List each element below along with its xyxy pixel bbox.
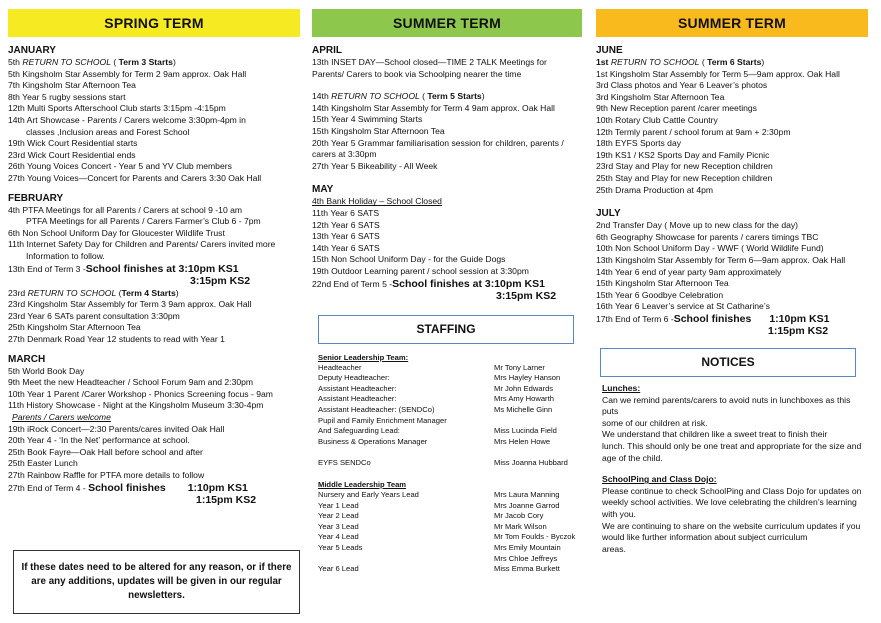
july-line: 2nd Transfer Day ( Move up to new class for the day) — [596, 220, 799, 231]
july-line: 13th Kingsholm Star Assembly for Term 6—9am approx. Oak Hall — [596, 254, 846, 265]
date-changes-note: If these dates need to be altered for any reason, or if there are any additions, updates will be given in our regular newsletters. — [13, 550, 300, 614]
april-line: 14th Kingsholm Star Assembly for Term 4 9am approx. Oak Hall — [312, 102, 555, 113]
may-line: 14th Year 6 SATS — [312, 242, 380, 253]
january-heading: JANUARY — [8, 45, 56, 56]
april-line: 15th Kingsholm Star Afternoon Tea — [312, 125, 445, 136]
february-line: Information to follow. — [26, 250, 105, 261]
staff-row: Pupil and Family Enrichment Manager — [318, 415, 447, 425]
june-line: 25th Drama Production at 4pm — [596, 184, 714, 195]
april-return-line: 14th RETURN TO SCHOOL ( Term 5 Starts) — [312, 91, 485, 102]
staff-row: Assistant Headteacher: (SENDCo) Ms Michelle Ginn — [318, 404, 553, 414]
notice-line: Can we remind parents/carers to avoid nuts in lunchboxes as this puts — [602, 394, 851, 417]
may-heading: MAY — [312, 184, 334, 196]
staff-row: Assistant Headteacher: Mrs Amy Howarth — [318, 394, 554, 404]
spring-term-banner: SPRING TERM — [8, 9, 300, 37]
march-line: 25th Easter Lunch — [8, 458, 78, 469]
april-line: 20th Year 5 Grammar familiarisation session for children, parents / — [312, 137, 564, 148]
january-line: 8th Year 5 rugby sessions start — [8, 91, 126, 102]
april-line: Parents/ Carers to book via Schoolping nearer the time — [312, 68, 522, 79]
notice-line: We are continuing to share on the website curriculum updates if you — [602, 520, 861, 531]
staff-row: Mrs Chloe Jeffreys — [494, 553, 558, 563]
january-line: 14th Art Showcase - Parents / Carers welcome 3:30pm-4pm in — [8, 114, 246, 125]
may-line: 15th Non School Uniform Day - for the Guide Dogs — [312, 254, 506, 265]
april-line: 27th Year 5 Bikeability - All Week — [312, 160, 438, 171]
march-line: 10th Year 1 Parent /Carer Workshop - Phonics Screening focus - 9am — [8, 388, 273, 399]
staff-row: Assistant Headteacher: Mr John Edwards — [318, 383, 554, 393]
january-line: classes ,Inclusion areas and Forest School — [26, 126, 190, 137]
notice-line: age of the child. — [602, 452, 663, 463]
february-end-term-line: 13th End of Term 3 -School finishes at 3:10pm KS1 — [8, 262, 239, 275]
staff-row: Year 5 Leads Mrs Emily Mountain — [318, 542, 561, 552]
january-line: 23rd Wick Court Residential ends — [8, 149, 136, 160]
notice-line: areas. — [602, 543, 626, 554]
february-line: 11th Internet Safety Day for Children and Parents/ Carers invited more — [8, 239, 276, 250]
april-line: 13th INSET DAY—School closed—TIME 2 TALK Meetings for — [312, 57, 547, 67]
june-line: 3rd Kingsholm Star Afternoon Tea — [596, 91, 725, 102]
march-end-term-line: 27th End of Term 4 - School finishes 1:10pm KS1 — [8, 481, 248, 494]
notice-line: would like further information about subject curriculum — [602, 532, 808, 543]
april-line: 15th Year 4 Swimming Starts — [312, 114, 423, 125]
february-heading: FEBRUARY — [8, 192, 64, 204]
notice-line: with you. — [602, 508, 636, 519]
summer-column-1 — [312, 0, 582, 575]
february-line: 6th Non School Uniform Day for Gloucester Wildlife Trust — [8, 227, 225, 238]
january-line: 27th Young Voices—Concert for Parents and Carers 3:30 Oak Hall — [8, 172, 262, 183]
staff-row: Year 6 Lead Miss Emma Burkett — [318, 564, 560, 574]
staff-row: Deputy Headteacher: Mrs Hayley Hanson — [318, 373, 561, 383]
march-line: 11th History Showcase - Night at the Kingsholm Museum 3:30-4pm — [8, 400, 264, 411]
july-end-term-line: 17th End of Term 6 -School finishes 1:10pm KS1 — [596, 312, 830, 325]
july-heading: JULY — [596, 208, 621, 220]
february-line: 23rd Year 6 SATs parent consultation 3:30pm — [8, 310, 180, 321]
march-line: 9th Meet the new Headteacher / School Forum 9am and 2:30pm — [8, 377, 254, 388]
july-line: 15th Kingsholm Star Afternoon Tea — [596, 278, 729, 289]
notices-heading: NOTICES — [600, 348, 856, 377]
june-line: 9th New Reception parent /carer meetings — [596, 103, 757, 114]
june-line: 12th Termly parent / school forum at 9am + 2:30pm — [596, 126, 791, 137]
may-line: 11th Year 6 SATS — [312, 207, 380, 218]
staff-row: Year 2 Lead Mr Jacob Cory — [318, 511, 544, 521]
notice-line: Please continue to check SchoolPing and Class Dojo for updates on — [602, 485, 862, 496]
february-line: PTFA Meetings for all Parents / Carers Farmer’s Club 6 - 7pm — [26, 216, 261, 227]
staff-row: Year 4 Lead Mr Tom Foulds - Byczok — [318, 532, 576, 542]
june-line: 18th EYFS Sports day — [596, 138, 682, 149]
june-line: 3rd Class photos and Year 6 Leaver’s photos — [596, 80, 768, 91]
february-return-line: 23rd RETURN TO SCHOOL (Term 4 Starts) — [8, 287, 179, 298]
staffing-heading: STAFFING — [318, 315, 574, 344]
senior-leadership-heading: Senior Leadership Team: — [318, 352, 409, 362]
summer-term-banner-1: SUMMER TERM — [312, 9, 582, 37]
july-line: 15th Year 6 Goodbye Celebration — [596, 289, 724, 300]
may-end-term-ks2: 3:15pm KS2 — [496, 290, 557, 303]
staff-row: Year 1 Lead Mrs Joanne Garrod — [318, 500, 560, 510]
february-line: 25th Kingsholm Star Afternoon Tea — [8, 322, 141, 333]
april-heading: APRIL — [312, 45, 342, 56]
summer-term-banner-2: SUMMER TERM — [596, 9, 868, 37]
march-line: 27th Rainbow Raffle for PTFA more details to follow — [8, 469, 205, 480]
notice-line: some of our children at risk. — [602, 417, 708, 428]
july-line: 10th Non School Uniform Day - WWF ( World Wildlife Fund) — [596, 243, 824, 254]
march-line: 5th World Book Day — [8, 365, 85, 376]
june-line: 10th Rotary Club Cattle Country — [596, 114, 718, 125]
january-line: 5th Kingsholm Star Assembly for Term 2 9am approx. Oak Hall — [8, 68, 247, 79]
schoolping-heading: SchoolPing and Class Dojo: — [602, 474, 717, 485]
staff-row: Headteacher Mr Tony Larner — [318, 362, 545, 372]
notice-line: weekly school activities. We love celebrating the children’s learning — [602, 497, 857, 508]
july-line: 6th Geography Showcase for parents / carers timings TBC — [596, 231, 819, 242]
may-line: 19th Outdoor Learning parent / school session at 3:30pm — [312, 265, 529, 276]
february-line: 4th PTFA Meetings for all Parents / Carers at school 9 -10 am — [8, 204, 243, 215]
notices-body — [596, 383, 868, 555]
staff-row: Nursery and Early Years Lead Mrs Laura Manning — [318, 489, 560, 499]
may-bank-holiday-line: 4th Bank Holiday – School Closed — [312, 196, 442, 207]
may-line: 13th Year 6 SATS — [312, 231, 380, 242]
july-end-term-ks2: 1:15pm KS2 — [768, 325, 829, 338]
march-line: 25th Book Fayre—Oak Hall before school and after — [8, 446, 203, 457]
may-end-term-line: 22nd End of Term 5 -School finishes at 3:10pm KS1 — [312, 277, 545, 290]
january-line: 12th Multi Sports Afterschool Club starts 3:15pm -4:15pm — [8, 103, 226, 114]
february-line: 23rd Kingsholm Star Assembly for Term 3 9am approx. Oak Hall — [8, 299, 252, 310]
march-line: 19th iRock Concert—2:30 Parents/cares invited Oak Hall — [8, 423, 225, 434]
january-return-line: 5th RETURN TO SCHOOL ( Term 3 Starts) — [8, 57, 176, 67]
february-line: 27th Denmark Road Year 12 students to read with Year 1 — [8, 333, 225, 344]
staff-row: EYFS SENDCo Miss Joanna Hubbard — [318, 458, 568, 468]
may-line: 12th Year 6 SATS — [312, 219, 380, 230]
june-line: 23rd Stay and Play for new Reception children — [596, 161, 773, 172]
june-line: 19th KS1 / KS2 Sports Day and Family Picnic — [596, 149, 770, 160]
july-line: 14th Year 6 end of year party 9am approximately — [596, 266, 782, 277]
march-end-term-ks2: 1:15pm KS2 — [196, 494, 257, 507]
june-line: 1st Kingsholm Star Assembly for Term 5—9am approx. Oak Hall — [596, 68, 840, 79]
january-line: 19th Wick Court Residential starts — [8, 138, 138, 149]
staff-row: Business & Operations Manager Mrs Helen Howe — [318, 436, 551, 446]
july-line: 16th Year 6 Leaver’s service at St Catharine’s — [596, 301, 770, 312]
april-line: carers at 3:30pm — [312, 149, 377, 160]
notice-line: We understand that children like a sweet treat to finish their — [602, 429, 828, 440]
january-line: 26th Young Voices Concert - Year 5 and YV Club members — [8, 161, 232, 172]
lunches-heading: Lunches: — [602, 382, 641, 393]
summer-column-2 — [596, 0, 868, 555]
march-heading: MARCH — [8, 353, 46, 365]
june-line: 25th Stay and Play for new Reception children — [596, 172, 773, 183]
january-line: 7th Kingsholm Star Afternoon Tea — [8, 80, 136, 91]
march-welcome-line: Parents / Carers welcome — [12, 411, 111, 422]
spring-column — [8, 0, 300, 507]
february-end-term-ks2: 3:15pm KS2 — [190, 275, 251, 288]
staffing-list — [312, 352, 582, 575]
notice-line: lunch. This should only be one treat and appropriate for the size and — [602, 440, 862, 451]
june-heading: JUNE — [596, 45, 623, 56]
march-line: 20th Year 4 - ‘In the Net’ performance at school. — [8, 435, 190, 446]
middle-leadership-heading: Middle Leadership Team — [318, 479, 407, 489]
staff-row: And Safeguarding Lead: Miss Lucinda Field — [318, 426, 557, 436]
staff-row: Year 3 Lead Mr Mark Wilson — [318, 521, 547, 531]
june-return-line: 1st RETURN TO SCHOOL ( Term 6 Starts) — [596, 57, 765, 67]
